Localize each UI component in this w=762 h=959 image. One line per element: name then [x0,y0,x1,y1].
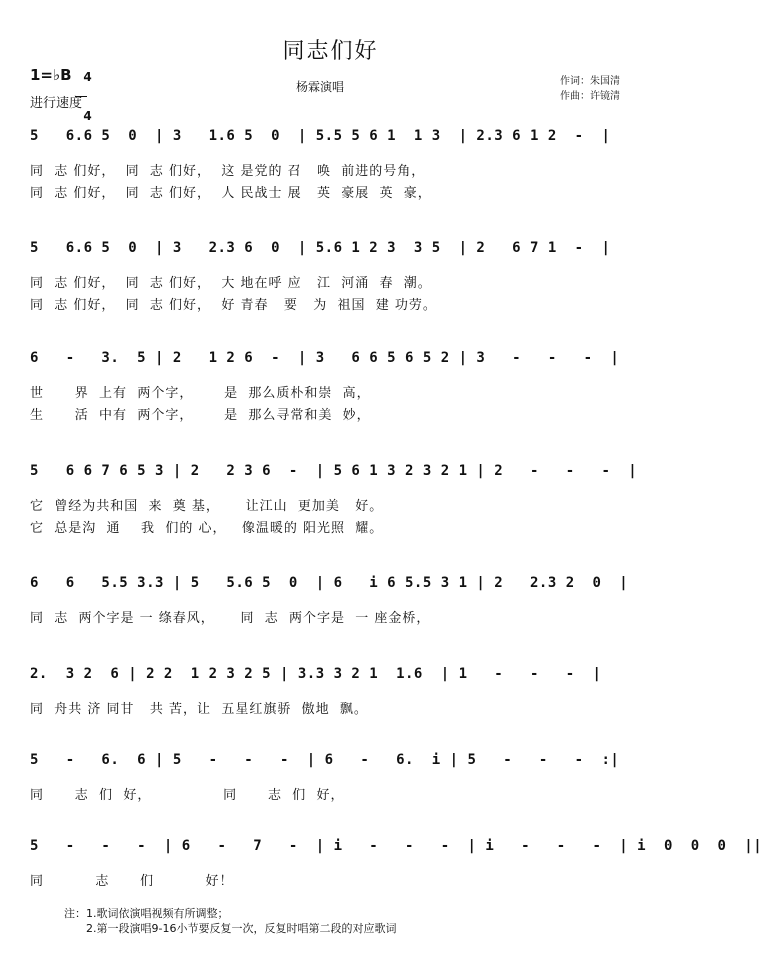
footnote [64,906,396,936]
notation-line: 6 - 3. 5 | 2 1 2 6 - | 3 6 6 5 6 5 2 | 3 - - - | [30,350,620,366]
lyric-line-1: 同 志 们好， 同 志 们好， 大 地在呼 应 江 河涌 春 潮。 [30,276,432,291]
score-row-6 [0,666,661,756]
lyric-line-1: 它 曾经为共和国 来 奠 基， 让江山 更加美 好。 [30,499,384,514]
composer-credit: 作曲：许镜清 [560,91,620,102]
lyricist-credit: 作词：朱国清 [560,76,620,87]
notation-line: 5 - - - | 6 - 7 - | i - - - | i - - - | i 0 0 0 || [30,838,762,854]
singer-credit: 杨霖演唱 [296,80,345,94]
tempo-marking: 进行速度 [30,96,83,111]
time-bottom: 4 [83,109,92,123]
lyric-line-1: 同 志 两个字是 一 绦春风， 同 志 两个字是 一 座金桥， [30,611,431,626]
lyric-line-1: 同 志 们 好， 同 志 们 好， [30,788,345,803]
score-row-3 [0,350,661,440]
lyric-line-2: 同 志 们好， 同 志 们好， 人 民战士 展 英 豪展 英 豪， [30,186,432,201]
lyric-line-2: 它 总是沟 通 我 们的 心， 像温暖的 阳光照 耀。 [30,521,384,536]
lyric-line-1: 同 志 们好， 同 志 们好， 这 是党的 召 唤 前进的号角， [30,164,426,179]
song-title: 同志们好 [282,39,379,64]
key-signature: 1=♭B [30,66,72,84]
score-row-5 [0,575,661,665]
lyric-line-1: 同 舟共 济 同甘 共 苦，让 五星红旗骄 傲地 飘。 [30,702,368,717]
notation-line: 2. 3 2 6 | 2 2 1 2 3 2 5 | 3.3 3 2 1 1.6 | 1 - - - | [30,666,602,682]
notation-line: 6 6 5.5 3.3 | 5 5.6 5 0 | 6 i 6 5.5 3 1 | 2 2.3 2 0 | [30,575,629,591]
score-row-2 [0,240,661,330]
notation-line: 5 - 6. 6 | 5 - - - | 6 - 6. i | 5 - - - :| [30,752,620,768]
lyric-line-2: 生 活 中有 两个字， 是 那么寻常和美 妙， [30,408,371,423]
score-row-4 [0,463,661,553]
lyric-line-1: 同 志 们 好！ [30,874,234,889]
score-row-7 [0,752,661,842]
footnote-line-1: 注：1.歌词依演唱视频有所调整； [64,907,229,920]
notation-line: 5 6.6 5 0 | 3 2.3 6 0 | 5.6 1 2 3 3 5 | 2 6 7 1 - | [30,240,611,256]
notation-line: 5 6 6 7 6 5 3 | 2 2 3 6 - | 5 6 1 3 2 3 2 1 | 2 - - - | [30,463,638,479]
notation-line: 5 6.6 5 0 | 3 1.6 5 0 | 5.5 5 6 1 1 3 | 2.3 6 1 2 - | [30,128,611,144]
time-signature [75,59,92,123]
time-top: 4 [83,70,92,84]
lyric-line-1: 世 界 上有 两个字， 是 那么质朴和崇 高， [30,386,371,401]
footnote-line-2: 2.第一段演唱9-16小节要反复一次，反复时唱第二段的对应歌词 [86,922,397,935]
score-row-1 [0,128,661,218]
lyric-line-2: 同 志 们好， 同 志 们好， 好 青春 要 为 祖国 建 功劳。 [30,298,437,313]
